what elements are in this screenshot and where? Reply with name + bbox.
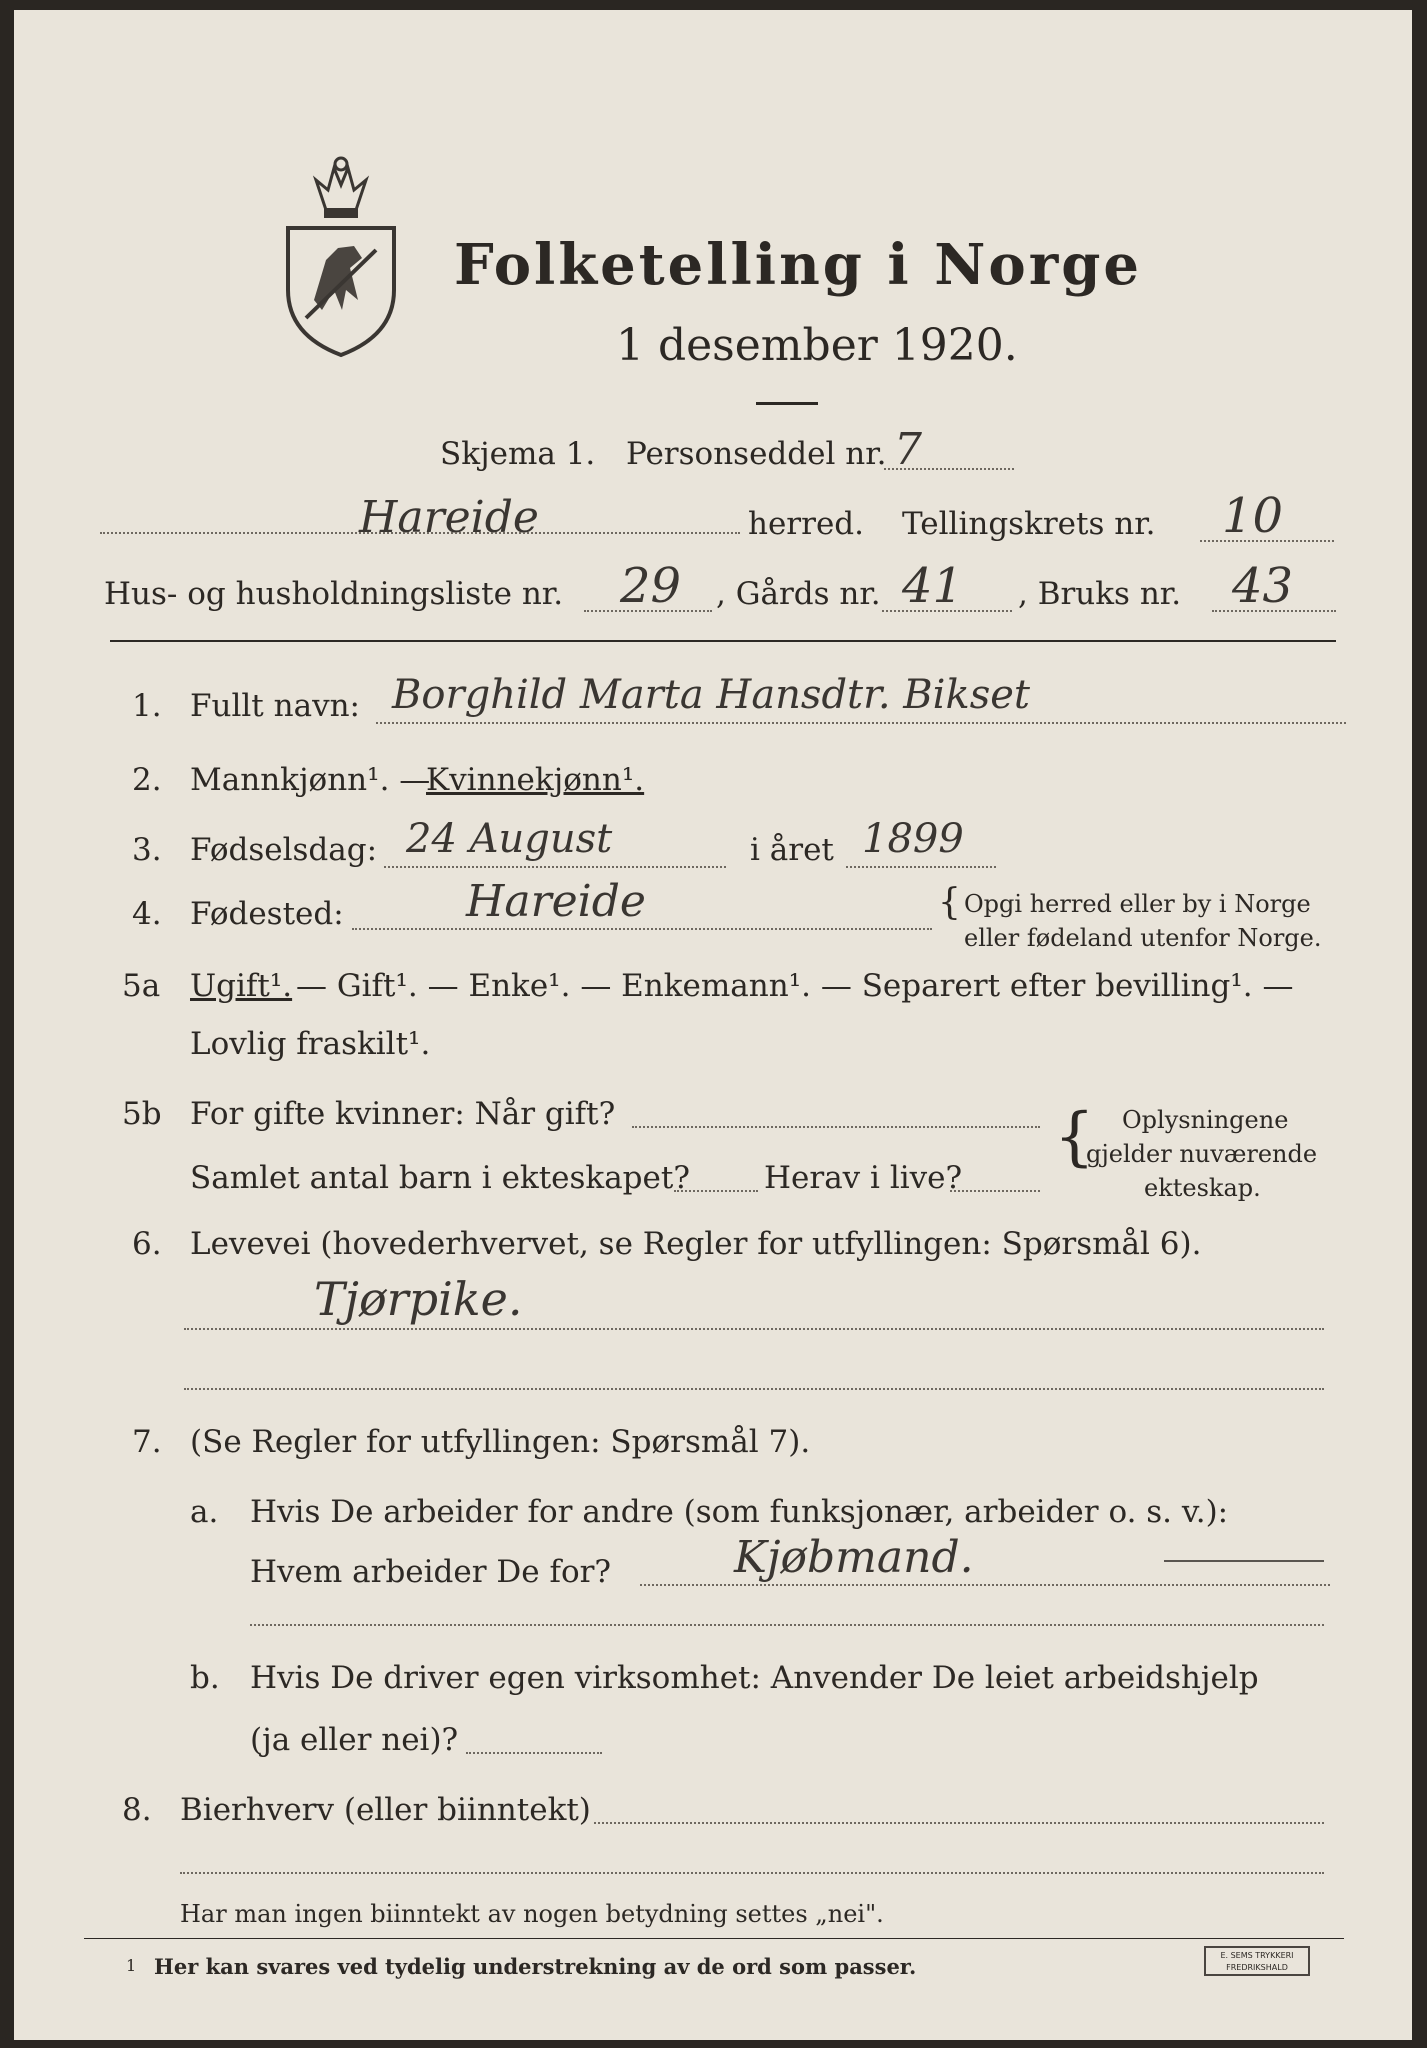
footnote-mark: 1 xyxy=(126,1956,137,1975)
herred-value[interactable]: Hareide xyxy=(359,492,539,543)
gards-value[interactable]: 41 xyxy=(902,558,964,614)
q4-note-2: eller fødeland utenfor Norge. xyxy=(964,924,1322,952)
q2-label-female[interactable]: Kvinnekjønn¹. xyxy=(426,762,645,798)
tellingskrets-line xyxy=(1200,540,1334,542)
gards-label: , Gårds nr. xyxy=(716,576,881,612)
hus-line xyxy=(584,610,712,612)
q7a-value[interactable]: Kjøbmand. xyxy=(734,1532,974,1583)
q4-number: 4. xyxy=(132,896,162,932)
form-title: Folketelling i Norge xyxy=(454,232,1143,298)
q6-label: Levevei (hovederhvervet, se Regler for utfyllingen: Spørsmål 6). xyxy=(190,1226,1202,1262)
skjema-label: Skjema 1. xyxy=(440,436,596,472)
q4-value[interactable]: Hareide xyxy=(466,876,646,927)
q4-brace: { xyxy=(938,882,961,923)
q7a-line-1 xyxy=(640,1584,1330,1586)
q5b-label-2: Samlet antal barn i ekteskapet? xyxy=(190,1160,690,1196)
q1-label: Fullt navn: xyxy=(190,688,360,724)
footnote-text: Her kan svares ved tydelig understrekning av de ord som passer. xyxy=(154,1954,917,1979)
herred-line xyxy=(100,532,740,534)
q5b-number: 5b xyxy=(122,1096,162,1132)
q1-value[interactable]: Borghild Marta Hansdtr. Bikset xyxy=(392,672,1030,718)
q6-number: 6. xyxy=(132,1226,162,1262)
q4-label: Fødested: xyxy=(190,896,344,932)
footnote-divider xyxy=(84,1938,1344,1939)
q8-label: Bierhverv (eller biinntekt) xyxy=(180,1792,591,1828)
q7a-line-2 xyxy=(250,1624,1324,1626)
herred-label: herred. xyxy=(748,506,864,542)
personseddel-line xyxy=(884,468,1014,470)
q6-value[interactable]: Tjørpike. xyxy=(314,1272,523,1326)
tellingskrets-label: Tellingskrets nr. xyxy=(902,506,1156,542)
q3-day-value[interactable]: 24 August xyxy=(406,816,613,862)
census-form xyxy=(14,10,1412,2040)
q5b-line-3 xyxy=(950,1190,1040,1192)
q5b-note-1: Oplysningene xyxy=(1122,1106,1289,1134)
personseddel-label: Personseddel nr. xyxy=(626,436,887,472)
q4-note-1: Opgi herred eller by i Norge xyxy=(964,890,1311,918)
bruks-value[interactable]: 43 xyxy=(1232,558,1294,614)
q5a-number: 5a xyxy=(122,968,161,1004)
q7a-who-label: Hvem arbeider De for? xyxy=(250,1554,612,1590)
q1-line xyxy=(376,722,1346,724)
q3-label: Fødselsdag: xyxy=(190,832,378,868)
q7a-number: a. xyxy=(190,1494,219,1530)
q7b-line xyxy=(466,1752,602,1754)
q7-number: 7. xyxy=(132,1424,162,1460)
q1-number: 1. xyxy=(132,688,162,724)
q7b-label-2: (ja eller nei)? xyxy=(250,1722,459,1758)
q3-year-label: i året xyxy=(750,832,834,868)
bruks-line xyxy=(1212,610,1336,612)
printer-mark xyxy=(1204,1946,1310,1976)
q3-year-line xyxy=(846,866,996,868)
census-date: 1 desember 1920. xyxy=(616,320,1018,371)
hus-value[interactable]: 29 xyxy=(620,558,682,614)
coat-of-arms-icon xyxy=(276,150,406,360)
q2-number: 2. xyxy=(132,762,162,798)
q7b-label: Hvis De driver egen virksomhet: Anvender De leiet arbeidshjelp xyxy=(250,1660,1259,1696)
q2-label-male: Mannkjønn¹. — xyxy=(190,762,431,798)
q8-line-1 xyxy=(594,1822,1324,1824)
hus-label: Hus- og husholdningsliste nr. xyxy=(104,576,564,612)
q5a-line2: Lovlig fraskilt¹. xyxy=(190,1026,431,1062)
q8-note: Har man ingen biinntekt av nogen betydning settes „nei". xyxy=(180,1900,884,1928)
q5b-label-3: Herav i live? xyxy=(764,1160,963,1196)
printer-line-2: FREDRIKSHALD xyxy=(1226,1963,1288,1972)
q7b-number: b. xyxy=(190,1660,220,1696)
gards-line xyxy=(882,610,1012,612)
q5b-line-1 xyxy=(632,1126,1040,1128)
q6-line-1 xyxy=(184,1328,1324,1330)
q7-label: (Se Regler for utfyllingen: Spørsmål 7). xyxy=(190,1424,811,1460)
q5a-options: — Gift¹. — Enke¹. — Enkemann¹. — Separert efter bevilling¹. — xyxy=(296,968,1294,1004)
q4-line xyxy=(352,928,932,930)
personseddel-value[interactable]: 7 xyxy=(894,424,922,475)
q7a-strike xyxy=(1164,1560,1324,1562)
tellingskrets-value[interactable]: 10 xyxy=(1222,488,1284,544)
q5b-note-2: gjelder nuværende xyxy=(1086,1140,1318,1168)
q5b-note-3: ekteskap. xyxy=(1144,1174,1261,1202)
title-divider xyxy=(756,402,818,405)
q8-number: 8. xyxy=(122,1792,152,1828)
q5b-label-1: For gifte kvinner: Når gift? xyxy=(190,1096,616,1132)
q6-line-2 xyxy=(184,1388,1324,1390)
q3-year-value[interactable]: 1899 xyxy=(862,816,964,862)
q3-day-line xyxy=(384,866,726,868)
q5b-line-2 xyxy=(674,1190,758,1192)
section-divider xyxy=(110,640,1336,642)
q5a-ugift[interactable]: Ugift¹. xyxy=(190,968,293,1004)
q5b-brace: { xyxy=(1054,1100,1095,1174)
printer-line-1: E. SEMS TRYKKERI xyxy=(1220,1951,1294,1960)
q8-line-2 xyxy=(180,1872,1324,1874)
q7a-label: Hvis De arbeider for andre (som funksjonær, arbeider o. s. v.): xyxy=(250,1494,1229,1530)
bruks-label: , Bruks nr. xyxy=(1018,576,1182,612)
q3-number: 3. xyxy=(132,832,162,868)
